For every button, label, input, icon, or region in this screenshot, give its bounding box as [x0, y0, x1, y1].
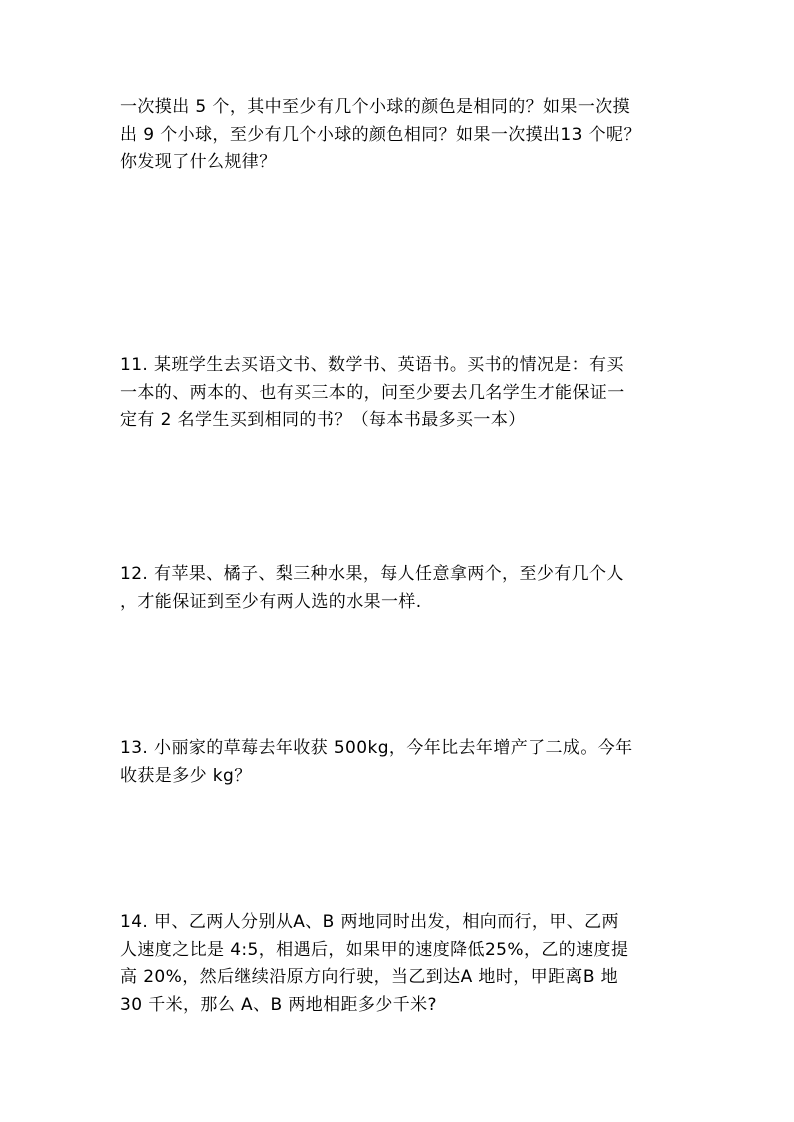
problem-text-line: 收获是多少 kg？: [120, 765, 252, 786]
problem-text-line: 13. 小丽家的草莓去年收获 500kg，今年比去年增产了二成。今年: [120, 738, 633, 758]
problem-text-line: ，才能保证到至少有两人选的水果一样.: [120, 591, 422, 612]
problem-text-line: 一次摸出 5 个，其中至少有几个小球的颜色是相同的？如果一次摸: [120, 97, 631, 117]
problem-text-line: 出 9 个小球，至少有几个小球的颜色相同？如果一次摸出13 个呢？: [120, 124, 641, 145]
problem-text-line: 11. 某班学生去买语文书、数学书、英语书。买书的情况是：有买: [120, 355, 624, 375]
problem-10-continued: [120, 94, 680, 177]
problem-14: [120, 909, 680, 1019]
problem-text-line: 12. 有苹果、橘子、梨三种水果，每人任意拿两个，至少有几个人: [120, 564, 624, 584]
problem-text-line: 人速度之比是 4:5，相遇后，如果甲的速度降低25%，乙的速度提: [120, 939, 629, 960]
problem-text-line: 30 千米，那么 A、B 两地相距多少千米?: [120, 994, 437, 1015]
problem-13: [120, 735, 680, 790]
problem-text-line: 定有 2 名学生买到相同的书？（每本书最多买一本）: [120, 410, 526, 430]
problem-12: [120, 561, 680, 616]
problem-text-line: 14. 甲、乙两人分别从A、B 两地同时出发，相向而行，甲、乙两: [120, 912, 619, 932]
problem-text-line: 你发现了什么规律？: [120, 152, 277, 172]
problem-text-line: 高 20%，然后继续沿原方向行驶，当乙到达A 地时，甲距离B 地: [120, 967, 619, 987]
problem-text-line: 一本的、两本的、也有买三本的，问至少要去几名学生才能保证一: [120, 382, 625, 403]
problem-11: [120, 352, 680, 435]
